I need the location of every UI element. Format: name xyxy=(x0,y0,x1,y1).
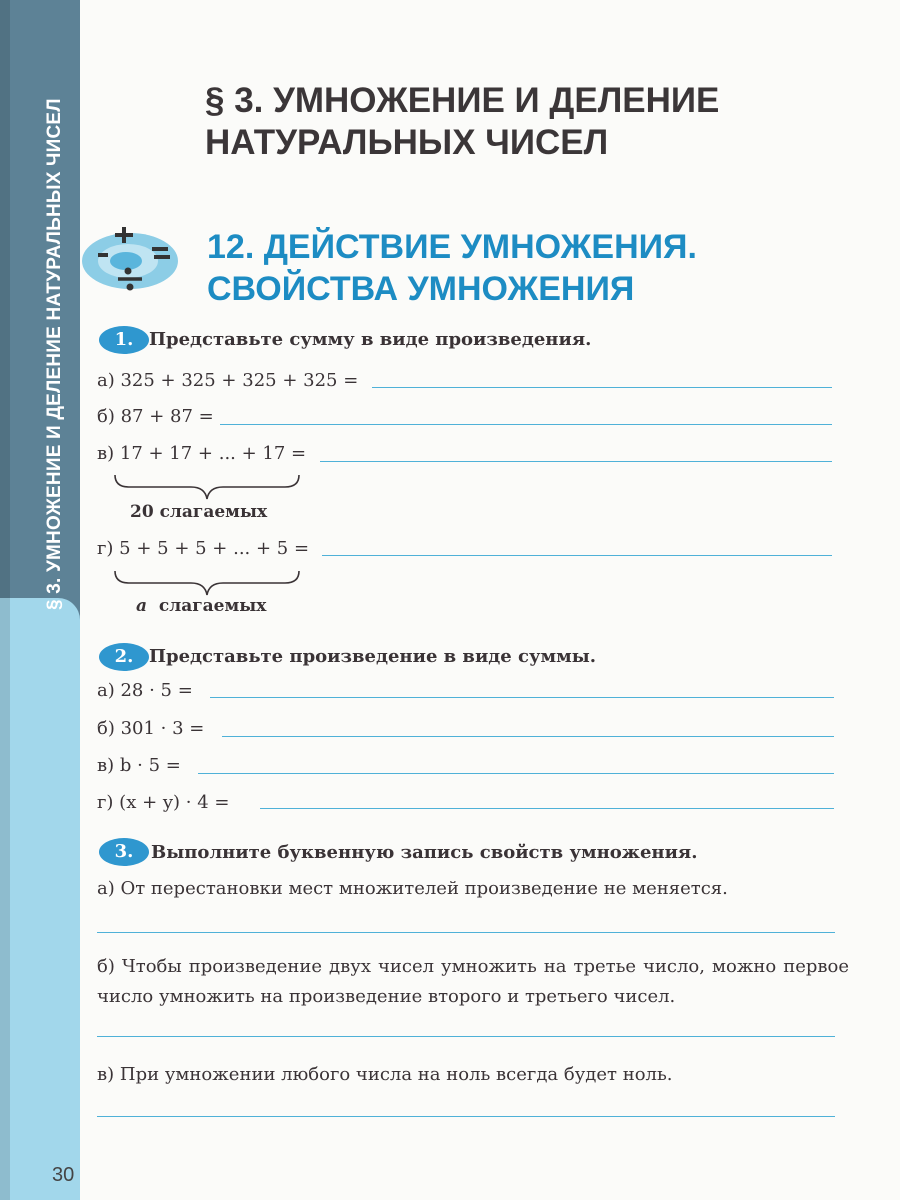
answer-line[interactable] xyxy=(222,736,834,737)
answer-line[interactable] xyxy=(97,932,835,933)
variable-a: a xyxy=(136,596,148,616)
exercise-item: а) 28 · 5 = xyxy=(97,680,193,701)
exercise-item: в) 17 + 17 + ... + 17 = xyxy=(97,443,307,464)
answer-line[interactable] xyxy=(210,697,834,698)
brace-label-text: слагаемых xyxy=(158,596,267,616)
task-number-badge: 3. xyxy=(99,838,149,866)
exercise-item: г) 5 + 5 + 5 + ... + 5 = xyxy=(97,538,310,559)
lesson-title-line: СВОЙСТВА УМНОЖЕНИЯ xyxy=(207,270,635,308)
task-number-badge: 2. xyxy=(99,643,149,671)
sidebar-dark-band xyxy=(0,0,80,620)
underbrace-icon xyxy=(112,472,302,500)
answer-line[interactable] xyxy=(372,387,832,388)
chapter-title-line: § 3. УМНОЖЕНИЕ И ДЕЛЕНИЕ xyxy=(205,81,720,120)
exercise-item: б) Чтобы произведение двух чисел умножить на третье число, можно первое число умножить на произведение второго и третьего чисел. xyxy=(97,956,849,1007)
task-prompt: Представьте произведение в виде суммы. xyxy=(149,646,597,667)
lesson-title-line: 12. ДЕЙСТВИЕ УМНОЖЕНИЯ. xyxy=(207,228,697,266)
exercise-item: г) (x + y) · 4 = xyxy=(97,792,230,813)
task-prompt: Представьте сумму в виде произведения. xyxy=(149,329,592,350)
brace-label xyxy=(136,596,266,616)
brace-label: 20 слагаемых xyxy=(130,502,268,522)
chapter-title xyxy=(205,80,719,164)
answer-line[interactable] xyxy=(198,773,834,774)
exercise-item: в) При умножении любого числа на ноль всегда будет ноль. xyxy=(97,1064,673,1085)
answer-line[interactable] xyxy=(97,1036,835,1037)
math-operations-icon xyxy=(80,225,190,295)
answer-line[interactable] xyxy=(97,1116,835,1117)
chapter-title-line: НАТУРАЛЬНЫХ ЧИСЕЛ xyxy=(205,123,609,162)
answer-line[interactable] xyxy=(322,555,832,556)
sidebar-chapter-label: § 3. УМНОЖЕНИЕ И ДЕЛЕНИЕ НАТУРАЛЬНЫХ ЧИСЕЛ xyxy=(44,98,65,610)
task-number-badge: 1. xyxy=(99,326,149,354)
page-number: 30 xyxy=(52,1164,75,1186)
answer-line[interactable] xyxy=(320,461,832,462)
page-edge-shadow xyxy=(0,0,10,1200)
exercise-item: б) 87 + 87 = xyxy=(97,406,214,427)
exercise-item: а) 325 + 325 + 325 + 325 = xyxy=(97,370,359,391)
task-prompt: Выполните буквенную запись свойств умножения. xyxy=(151,842,698,863)
underbrace-icon xyxy=(112,568,302,596)
exercise-item: в) b · 5 = xyxy=(97,755,181,776)
lesson-title xyxy=(207,226,697,310)
answer-line[interactable] xyxy=(220,424,832,425)
answer-line[interactable] xyxy=(260,808,834,809)
exercise-item: а) От перестановки мест множителей произведение не меняется. xyxy=(97,878,728,899)
sidebar-light-band xyxy=(0,598,80,1200)
exercise-item: б) 301 · 3 = xyxy=(97,718,205,739)
